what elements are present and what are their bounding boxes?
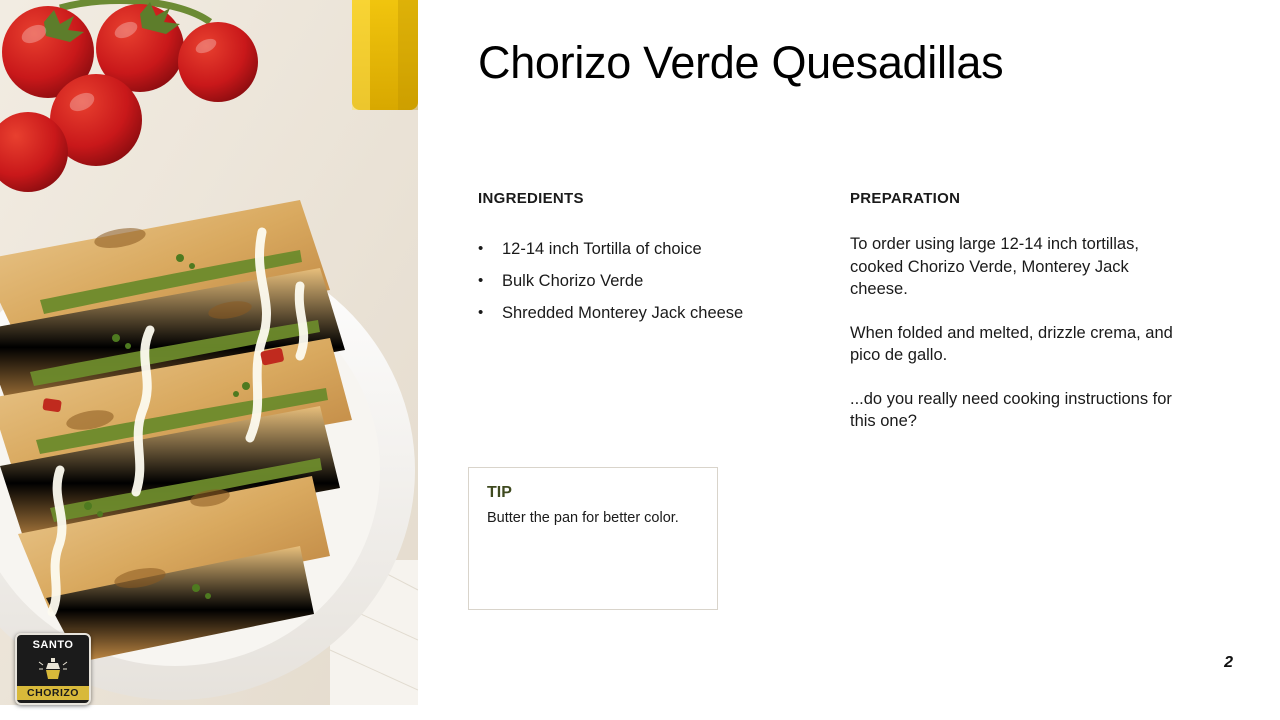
page-title: Chorizo Verde Quesadillas bbox=[478, 37, 1004, 88]
recipe-photo bbox=[0, 0, 418, 705]
tip-title: TIP bbox=[487, 484, 512, 501]
preparation-paragraph: ...do you really need cooking instructions for this one? bbox=[850, 389, 1172, 430]
list-item bbox=[478, 265, 818, 297]
ingredient-text: 12-14 inch Tortilla of choice bbox=[502, 240, 702, 258]
list-item bbox=[478, 297, 818, 329]
pepper-grinder-icon bbox=[38, 656, 68, 682]
list-item bbox=[478, 233, 818, 265]
bullet-icon: • bbox=[478, 304, 484, 321]
page-number: 2 bbox=[1224, 654, 1233, 671]
brand-logo bbox=[15, 633, 91, 705]
preparation-paragraph: To order using large 12-14 inch tortillas, cooked Chorizo Verde, Monterey Jack cheese. bbox=[850, 235, 1139, 298]
food-photo-illustration bbox=[0, 0, 418, 705]
preparation-heading: PREPARATION bbox=[850, 190, 961, 207]
bullet-icon: • bbox=[478, 240, 484, 257]
ingredient-text: Shredded Monterey Jack cheese bbox=[502, 304, 744, 322]
tip-box bbox=[468, 467, 718, 610]
logo-bottom-text: CHORIZO bbox=[17, 686, 89, 700]
ingredients-list bbox=[478, 233, 818, 329]
slide-content bbox=[418, 0, 1280, 720]
preparation-section bbox=[850, 190, 1180, 433]
ingredients-section bbox=[478, 190, 818, 329]
preparation-paragraph: When folded and melted, drizzle crema, and pico de gallo. bbox=[850, 323, 1173, 364]
tip-body: Butter the pan for better color. bbox=[487, 510, 679, 526]
bullet-icon: • bbox=[478, 272, 484, 289]
ingredients-heading: INGREDIENTS bbox=[478, 190, 584, 207]
logo-top-text: SANTO bbox=[32, 639, 74, 651]
ingredient-text: Bulk Chorizo Verde bbox=[502, 272, 644, 290]
